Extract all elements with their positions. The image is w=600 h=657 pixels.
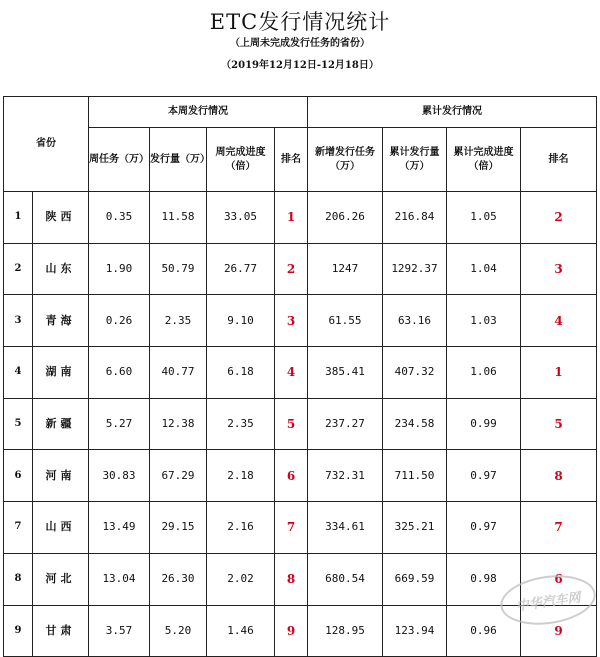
weekly-rank-cell: 6 bbox=[275, 450, 308, 502]
cum-rank-cell: 5 bbox=[521, 398, 597, 450]
new-task-cell: 385.41 bbox=[308, 347, 383, 399]
table-row bbox=[4, 243, 597, 295]
weekly-task-cell: 0.35 bbox=[89, 192, 150, 244]
page-subtitle: （上周未完成发行任务的省份） bbox=[230, 38, 370, 49]
new-task-cell: 1247 bbox=[308, 243, 383, 295]
issued-cell: 5.20 bbox=[150, 605, 207, 657]
cum-rank-cell: 4 bbox=[521, 295, 597, 347]
row-index: 3 bbox=[4, 295, 33, 347]
row-index: 6 bbox=[4, 450, 33, 502]
weekly-task-cell: 0.26 bbox=[89, 295, 150, 347]
cum-progress-cell: 0.99 bbox=[447, 398, 521, 450]
weekly-task-cell: 3.57 bbox=[89, 605, 150, 657]
row-index: 1 bbox=[4, 192, 33, 244]
new-task-cell: 61.55 bbox=[308, 295, 383, 347]
weekly-task-cell: 13.49 bbox=[89, 502, 150, 554]
table-row bbox=[4, 192, 597, 244]
province-cell: 山东 bbox=[33, 243, 89, 295]
issued-cell: 26.30 bbox=[150, 553, 207, 605]
header-cum-progress: 累计完成进度（倍） bbox=[447, 128, 521, 192]
table-row bbox=[4, 502, 597, 554]
province-cell: 新疆 bbox=[33, 398, 89, 450]
weekly-rank-cell: 4 bbox=[275, 347, 308, 399]
cum-rank-cell: 3 bbox=[521, 243, 597, 295]
cum-issued-cell: 234.58 bbox=[383, 398, 447, 450]
issued-cell: 40.77 bbox=[150, 347, 207, 399]
cum-progress-cell: 0.97 bbox=[447, 502, 521, 554]
issued-cell: 12.38 bbox=[150, 398, 207, 450]
province-cell: 河北 bbox=[33, 553, 89, 605]
header-row-columns bbox=[4, 128, 597, 192]
header-weekly-group: 本周发行情况 bbox=[89, 97, 308, 128]
cum-issued-cell: 669.59 bbox=[383, 553, 447, 605]
weekly-progress-cell: 9.10 bbox=[207, 295, 275, 347]
date-range: （2019年12月12日-12月18日） bbox=[221, 60, 379, 71]
cum-progress-cell: 1.04 bbox=[447, 243, 521, 295]
new-task-cell: 680.54 bbox=[308, 553, 383, 605]
weekly-progress-cell: 26.77 bbox=[207, 243, 275, 295]
issued-cell: 29.15 bbox=[150, 502, 207, 554]
table-row bbox=[4, 398, 597, 450]
header-weekly-task: 周任务（万） bbox=[89, 128, 150, 192]
province-cell: 山西 bbox=[33, 502, 89, 554]
watermark-logo: 中华汽车网 bbox=[497, 570, 599, 631]
new-task-cell: 334.61 bbox=[308, 502, 383, 554]
issued-cell: 50.79 bbox=[150, 243, 207, 295]
weekly-progress-cell: 2.16 bbox=[207, 502, 275, 554]
cum-progress-cell: 0.98 bbox=[447, 553, 521, 605]
weekly-progress-cell: 1.46 bbox=[207, 605, 275, 657]
row-index: 7 bbox=[4, 502, 33, 554]
header-new-task: 新增发行任务（万） bbox=[308, 128, 383, 192]
cum-progress-cell: 0.97 bbox=[447, 450, 521, 502]
header-cumulative-group: 累计发行情况 bbox=[308, 97, 597, 128]
cum-progress-cell: 0.96 bbox=[447, 605, 521, 657]
province-cell: 湖南 bbox=[33, 347, 89, 399]
weekly-rank-cell: 5 bbox=[275, 398, 308, 450]
cum-progress-cell: 1.03 bbox=[447, 295, 521, 347]
row-index: 9 bbox=[4, 605, 33, 657]
province-cell: 陕西 bbox=[33, 192, 89, 244]
header-weekly-progress: 周完成进度（倍） bbox=[207, 128, 275, 192]
province-cell: 青海 bbox=[33, 295, 89, 347]
issued-cell: 11.58 bbox=[150, 192, 207, 244]
cum-progress-cell: 1.06 bbox=[447, 347, 521, 399]
etc-issuance-table bbox=[3, 96, 597, 657]
weekly-rank-cell: 3 bbox=[275, 295, 308, 347]
weekly-progress-cell: 6.18 bbox=[207, 347, 275, 399]
issued-cell: 67.29 bbox=[150, 450, 207, 502]
header-cum-issued: 累计发行量（万） bbox=[383, 128, 447, 192]
header-row-group bbox=[4, 97, 597, 128]
weekly-task-cell: 5.27 bbox=[89, 398, 150, 450]
page-title: ETC发行情况统计 bbox=[209, 10, 391, 34]
table-row bbox=[4, 295, 597, 347]
weekly-progress-cell: 33.05 bbox=[207, 192, 275, 244]
cum-issued-cell: 325.21 bbox=[383, 502, 447, 554]
header-province: 省份 bbox=[4, 97, 89, 192]
cum-issued-cell: 216.84 bbox=[383, 192, 447, 244]
weekly-progress-cell: 2.35 bbox=[207, 398, 275, 450]
cum-rank-cell: 1 bbox=[521, 347, 597, 399]
weekly-progress-cell: 2.18 bbox=[207, 450, 275, 502]
issued-cell: 2.35 bbox=[150, 295, 207, 347]
header-rank: 排名 bbox=[275, 128, 308, 192]
cum-issued-cell: 711.50 bbox=[383, 450, 447, 502]
header-cum-rank: 排名 bbox=[521, 128, 597, 192]
cum-progress-cell: 1.05 bbox=[447, 192, 521, 244]
province-cell: 河南 bbox=[33, 450, 89, 502]
weekly-task-cell: 13.04 bbox=[89, 553, 150, 605]
row-index: 5 bbox=[4, 398, 33, 450]
weekly-rank-cell: 8 bbox=[275, 553, 308, 605]
cum-issued-cell: 1292.37 bbox=[383, 243, 447, 295]
new-task-cell: 128.95 bbox=[308, 605, 383, 657]
new-task-cell: 732.31 bbox=[308, 450, 383, 502]
row-index: 2 bbox=[4, 243, 33, 295]
cum-issued-cell: 407.32 bbox=[383, 347, 447, 399]
province-cell: 甘肃 bbox=[33, 605, 89, 657]
cum-rank-cell: 2 bbox=[521, 192, 597, 244]
weekly-rank-cell: 1 bbox=[275, 192, 308, 244]
weekly-task-cell: 6.60 bbox=[89, 347, 150, 399]
cum-issued-cell: 63.16 bbox=[383, 295, 447, 347]
cum-rank-cell: 6 bbox=[521, 553, 597, 605]
cum-rank-cell: 7 bbox=[521, 502, 597, 554]
cum-issued-cell: 123.94 bbox=[383, 605, 447, 657]
cum-rank-cell: 8 bbox=[521, 450, 597, 502]
new-task-cell: 206.26 bbox=[308, 192, 383, 244]
weekly-task-cell: 1.90 bbox=[89, 243, 150, 295]
weekly-progress-cell: 2.02 bbox=[207, 553, 275, 605]
weekly-rank-cell: 9 bbox=[275, 605, 308, 657]
weekly-task-cell: 30.83 bbox=[89, 450, 150, 502]
cum-rank-cell: 9 bbox=[521, 605, 597, 657]
table-row bbox=[4, 450, 597, 502]
table-row bbox=[4, 347, 597, 399]
weekly-rank-cell: 2 bbox=[275, 243, 308, 295]
header-issued: 发行量（万） bbox=[150, 128, 207, 192]
row-index: 4 bbox=[4, 347, 33, 399]
weekly-rank-cell: 7 bbox=[275, 502, 308, 554]
row-index: 8 bbox=[4, 553, 33, 605]
new-task-cell: 237.27 bbox=[308, 398, 383, 450]
